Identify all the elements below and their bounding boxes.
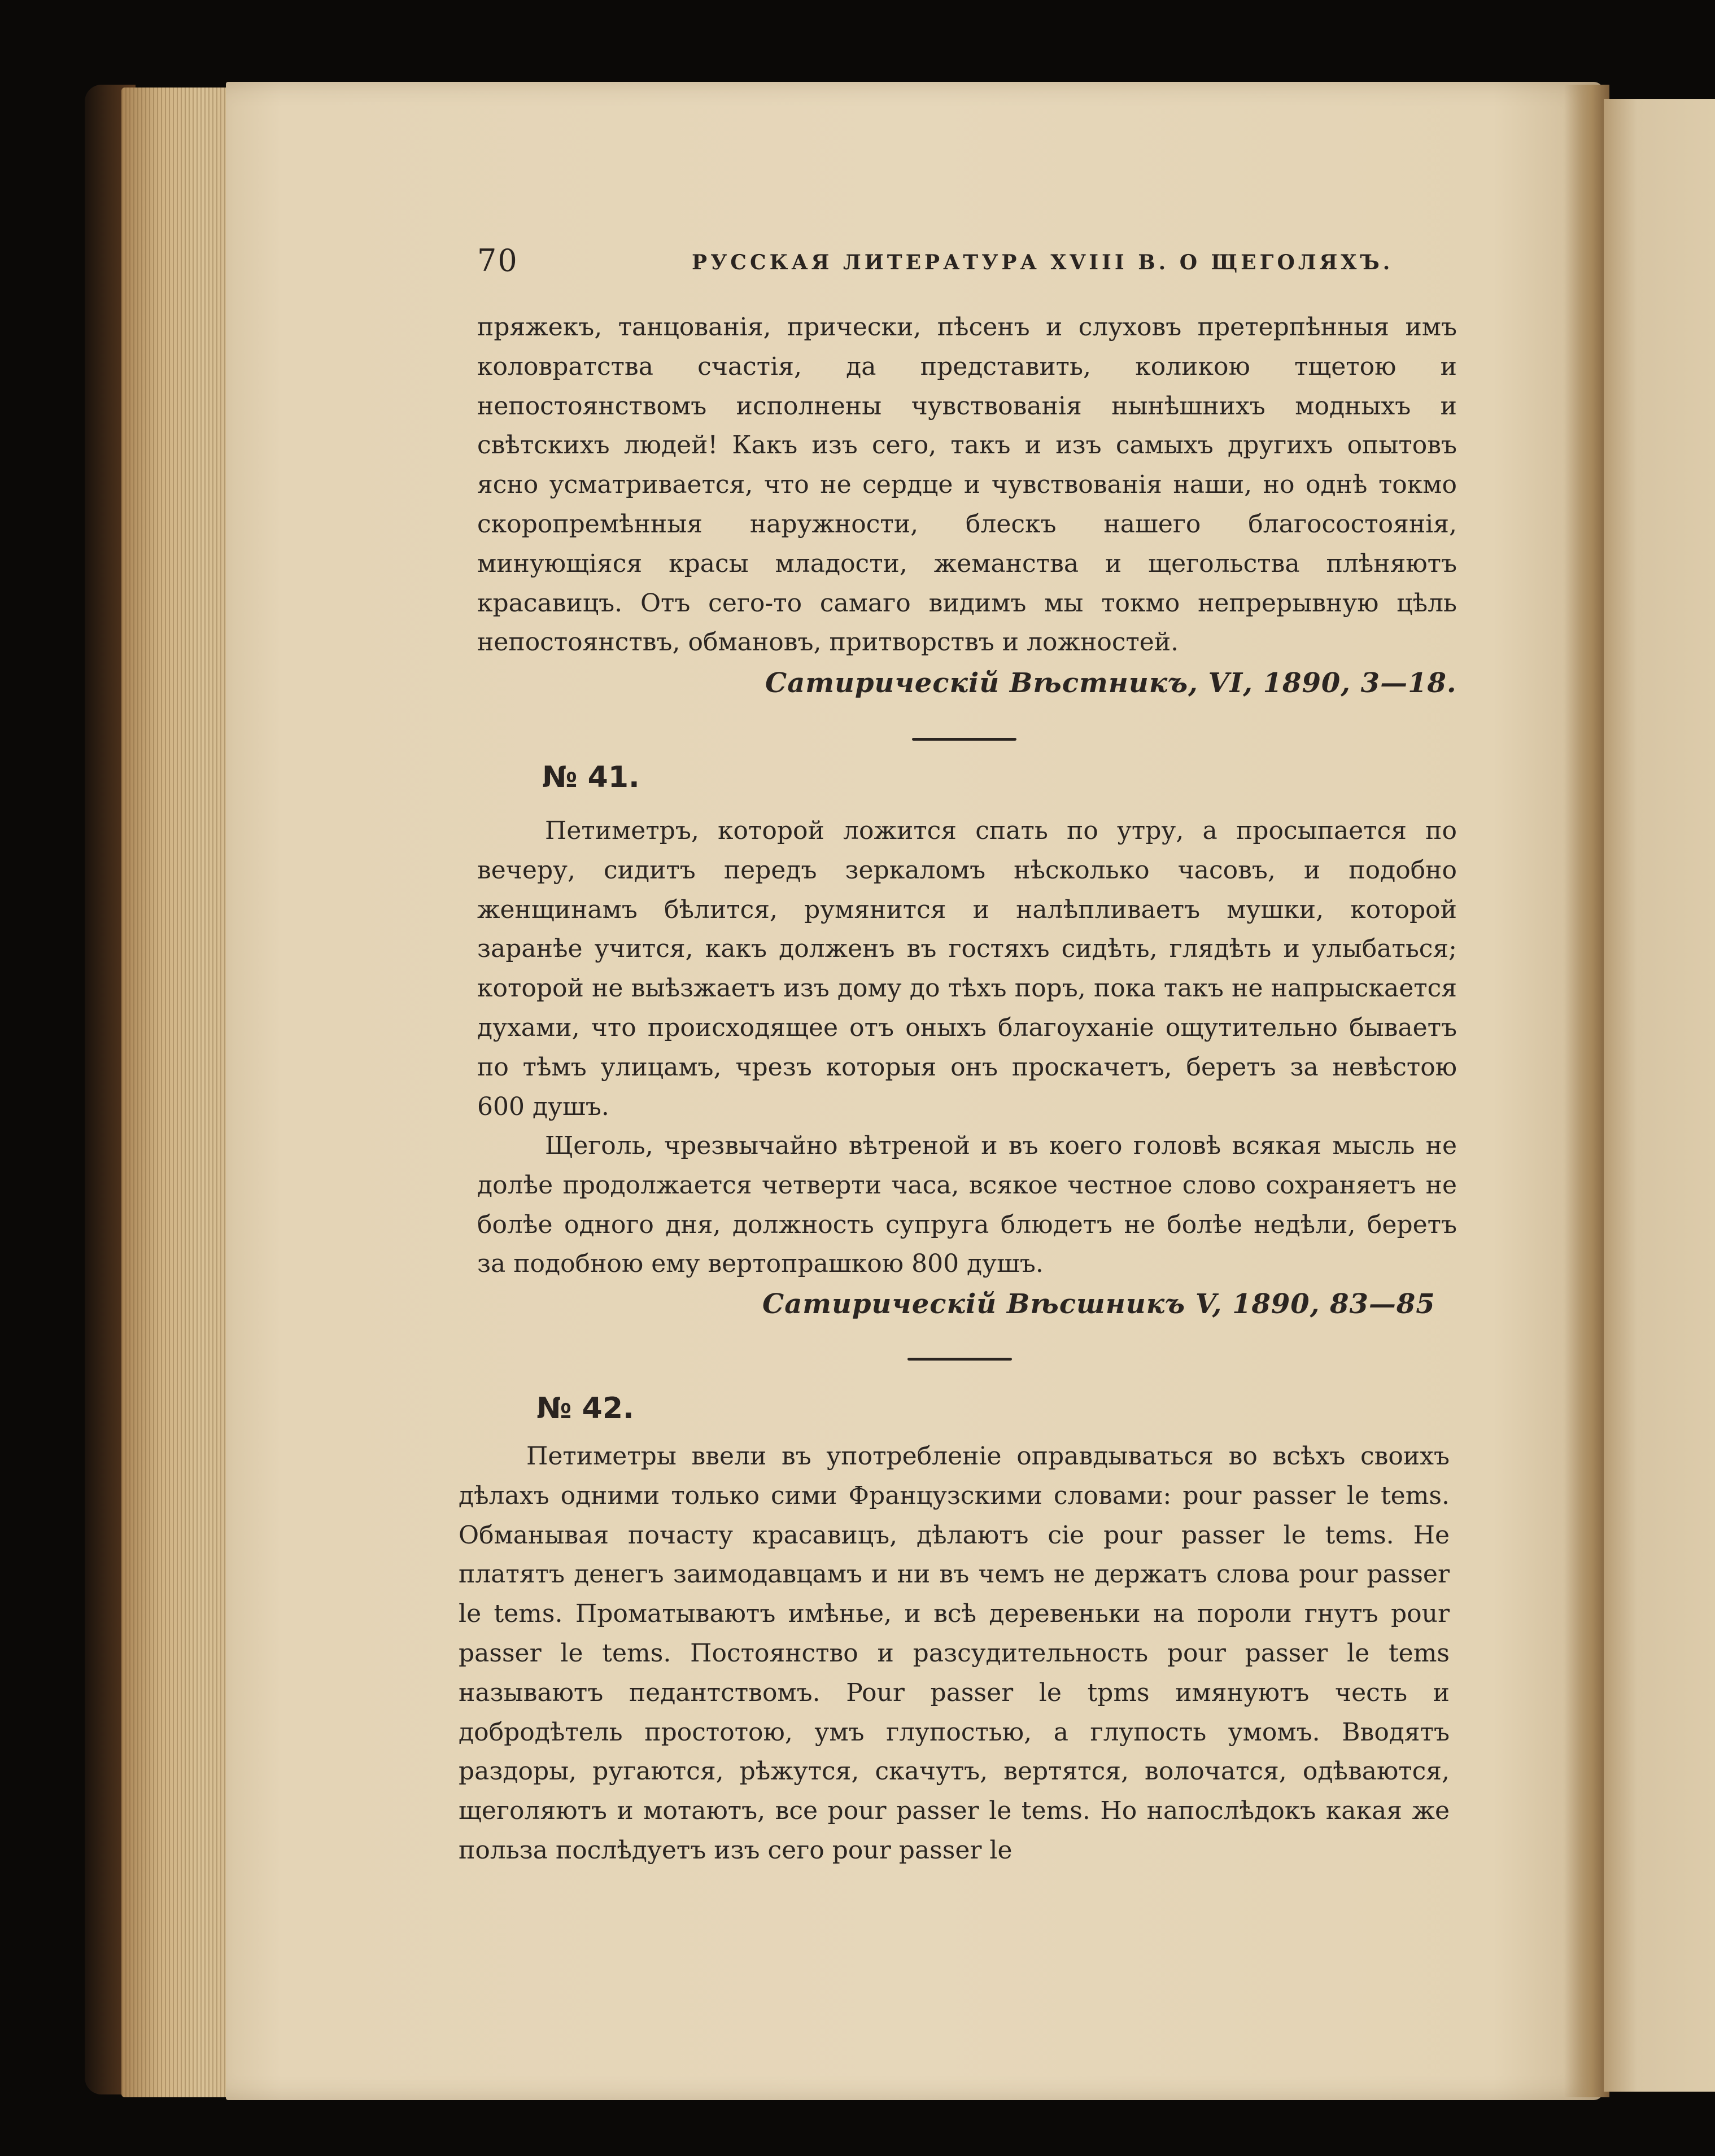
- source-citation: Сатирическій Вѣстникъ, VI, 1890, 3—18.: [765, 667, 1457, 699]
- page-gutter: [1564, 85, 1609, 2097]
- entry-number-41: № 41.: [542, 760, 640, 794]
- entry-41-paragraph-1: Петиметръ, которой ложится спать по утру, а просыпается по вечеру, сидитъ передъ зеркаломъ нѣсколько часовъ, и подобно женщинамъ бѣлится, румянится и налѣпливаетъ мушки, которой заранѣе учится, какъ долженъ въ гостяхъ сидѣть, глядѣть и улыбаться; которой не выѣзжаетъ изъ дому до тѣхъ поръ, пока такъ не напрыскается духами, что происходящее отъ оныхъ благоуханіе ощутительно бываетъ по тѣмъ улицамъ, чрезъ которыя онъ проскачетъ, беретъ за невѣстою 600 душъ.: [477, 816, 1457, 1121]
- entry-42-paragraph-1: Петиметры ввели въ употребленіе оправдываться во всѣхъ своихъ дѣлахъ одними только сими Французскими словами: pour passer le tems. Обманывая почасту красавицъ, дѣлаютъ сіе pour passer le tems. Не платятъ денегъ заимодавцамъ и ни въ чемъ не держатъ слова pour passer le tems. Проматываютъ имѣнье, и всѣ деревеньки на пороли гнутъ pour passer le tems. Постоянство и разсудительность pour passer le tems называютъ педантствомъ. Pour passer le tpms имянуютъ честь и добродѣтель простотою, умъ глупостью, а глупость умомъ. Вводятъ раздоры, ругаются, рѣжутся, скачутъ, вертятся, волочатся, одѣваются, щеголяютъ и мотаютъ, все pour passer le tems. Но напослѣдокъ какая же польза послѣдуетъ изъ сего pour passer le: [459, 1442, 1450, 1865]
- section-divider: [907, 1358, 1012, 1361]
- section-divider: [912, 738, 1016, 741]
- page-header: [477, 243, 1437, 282]
- page-number: 70: [477, 243, 518, 278]
- continuation-paragraph: пряжекъ, танцованія, прически, пѣсенъ и слуховъ претерпѣнныя имъ коловратства счастія, да представить, коликою тщетою и непостоянствомъ исполнены чувствованія нынѣшнихъ модныхъ и свѣтскихъ людей! Какъ изъ сего, такъ и изъ самыхъ другихъ опытовъ ясно усматривается, что не сердце и чувствованія наши, но однѣ токмо скоропремѣнныя наружности, блескъ нашего благосостоянія, минующіяся красы младости, жеманства и щегольства плѣняютъ красавицъ. Отъ сего-то самаго видимъ мы токмо непрерывную цѣль непостоянствъ, обмановъ, притворствъ и ложностей.: [477, 313, 1457, 657]
- page-edges: [121, 88, 237, 2097]
- running-title: РУССКАЯ ЛИТЕРАТУРА XVIII В. О ЩЕГОЛЯХЪ.: [692, 251, 1394, 274]
- entry-number-42: № 42.: [536, 1392, 634, 1425]
- next-page-edge: [1604, 99, 1715, 2092]
- entry-41-paragraph-2: Щеголь, чрезвычайно вѣтреной и въ коего головѣ всякая мысль не долѣе продолжается четверти часа, всякое честное слово сохраняетъ не болѣе одного дня, должность супруга блюдетъ не болѣе недѣли, беретъ за подобною ему вертопрашкою 800 душъ.: [477, 1131, 1457, 1279]
- source-citation: Сатирическій Вѣсшникъ V, 1890, 83—85: [762, 1288, 1435, 1320]
